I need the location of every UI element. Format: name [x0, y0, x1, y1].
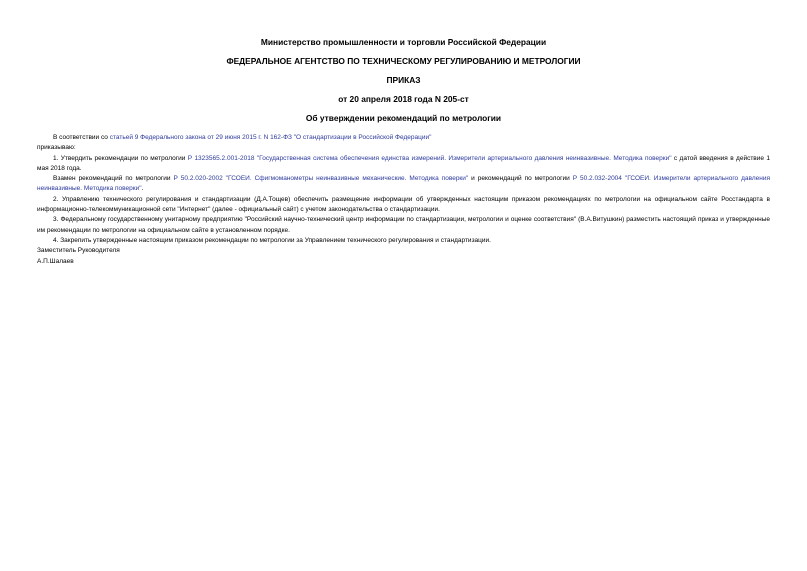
replacement-paragraph: [37, 174, 770, 195]
subject-heading: Об утверждении рекомендаций по метрологии: [305, 113, 502, 123]
item-1-tail: с датой введения в действие 1 мая 2018 года.: [37, 154, 770, 172]
replacement-text: Взамен рекомендаций по метрологии: [53, 175, 174, 183]
item-1-paragraph: [37, 154, 770, 175]
preamble-paragraph: [37, 133, 770, 143]
ministry-heading: Министерство промышленности и торговли Российской Федерации: [260, 37, 547, 47]
replacement-tail: .: [141, 185, 144, 193]
item-1-text: 1. Утвердить рекомендации по метрологии: [53, 154, 188, 162]
item-3-paragraph: 3. Федеральному государственному унитарному предприятию "Российский научно-технический центр информации по стандартизации, метрологии и оценке соответствия" (В.А.Витушкин) разместить настоящий приказ и утвержденные им рекомендации по метрологии на официальном сайте в установленном порядке.: [37, 216, 770, 234]
federal-law-link[interactable]: статьей 9 Федерального закона от 29 июня 2015 г. N 162-ФЗ "О стандартизации в Российской Федерации": [109, 134, 432, 141]
preamble-text: В соответствии со: [53, 134, 110, 141]
item-2-paragraph: 2. Управлению технического регулирования и стандартизации (Д.А.Тощев) обеспечить размещение информации об утвержденных настоящим приказом рекомендациях по метрологии на официальном сайте Росстандарта в информационно-телекоммуникационной сети "Интернет" (далее - официальный сайт) с учетом законодательства о стандартизации.: [37, 195, 770, 214]
signature-name: А.П.Шалаев: [37, 257, 74, 265]
recommendation-link-2004[interactable]: Р 50.2.032-2004 "ГСОЕИ. Измерители артериального давления неинвазивные. Методика поверки": [37, 175, 770, 193]
order-word: приказываю:: [37, 144, 76, 152]
replacement-mid-text: и рекомендаций по метрологии: [468, 175, 573, 183]
recommendation-link-2018[interactable]: Р 1323565.2.001-2018 "Государственная система обеспечения единства измерений. Измерители артериального давления неинвазивные. Методика поверки": [187, 154, 672, 162]
date-number-heading: от 20 апреля 2018 года N 205-ст: [338, 94, 469, 104]
signature-position: Заместитель Руководителя: [37, 247, 120, 255]
recommendation-link-2002[interactable]: Р 50.2.020-2002 "ГСОЕИ. Сфигмоманометры неинвазивные механические. Методика поверки": [173, 175, 469, 183]
agency-heading: ФЕДЕРАЛЬНОЕ АГЕНТСТВО ПО ТЕХНИЧЕСКОМУ РЕГУЛИРОВАНИЮ И МЕТРОЛОГИИ: [226, 56, 581, 66]
doc-type-heading: ПРИКАЗ: [386, 75, 421, 85]
document-body: [37, 133, 770, 267]
item-4-paragraph: 4. Закрепить утвержденные настоящим приказом рекомендации по метрологии за Управлением технического регулирования и стандартизации.: [53, 236, 491, 244]
